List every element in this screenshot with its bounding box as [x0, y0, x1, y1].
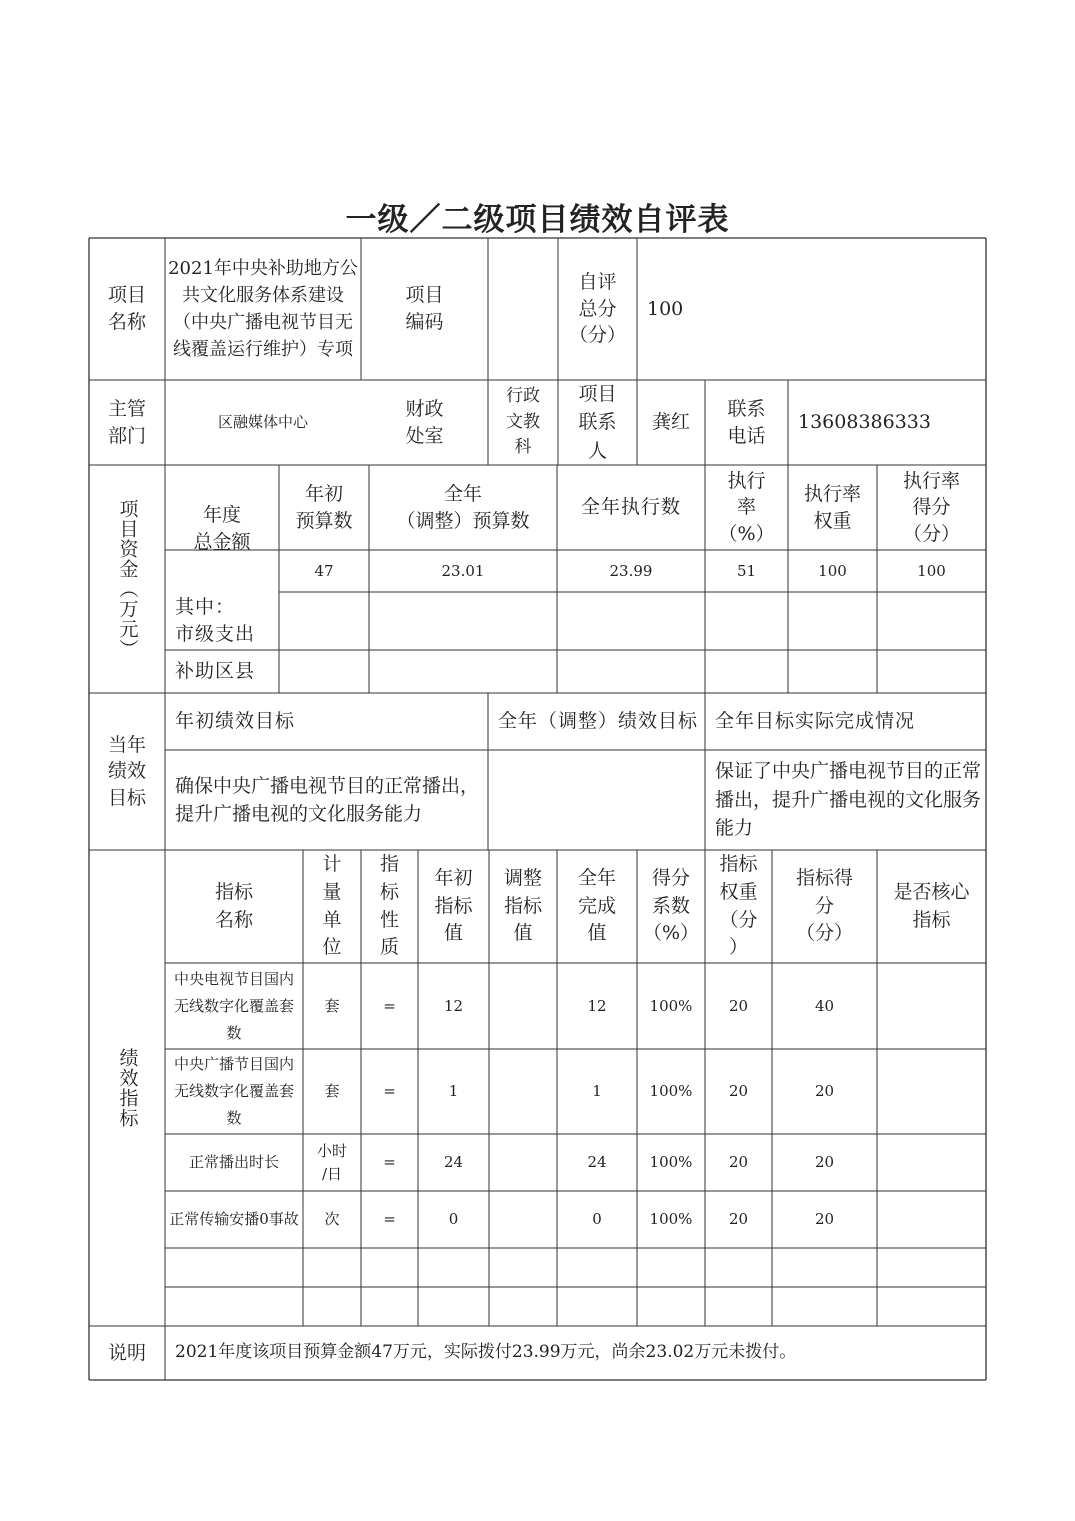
phone-label: 联系 电话 [727, 397, 766, 447]
ind-actual-r6 [557, 1287, 637, 1326]
goals-section-label: 当年 绩效 目标 [107, 733, 146, 809]
ind-nature-header: 指 标 性 质 [379, 853, 399, 959]
funds-rate-header: 执行 率 （%） [718, 469, 775, 545]
ind-nature-r3: = [383, 1153, 396, 1172]
ind-weight-header: 指标 权重 （分 ） [719, 853, 758, 959]
ind-initial-header: 年初 指标 值 [434, 867, 473, 945]
goals-actual-header: 全年目标实际完成情况 [715, 710, 916, 733]
ind-coef-r2: 100% [649, 1082, 693, 1101]
ind-actual-r5 [557, 1248, 637, 1287]
ind-unit-r5 [303, 1248, 361, 1287]
goals-adjusted-header: 全年（调整）绩效目标 [498, 710, 699, 733]
ind-coef-header: 得分 系数 （%） [642, 867, 700, 945]
ind-name-r6 [165, 1287, 303, 1326]
funds-city-label: 其中： 市级支出 [175, 596, 256, 645]
self-score: 100 [647, 297, 684, 320]
ind-weight-r1: 20 [728, 996, 749, 1015]
funds-rate-score-header: 执行率 得分 （分） [902, 469, 960, 545]
ind-nature-r5 [361, 1248, 418, 1287]
self-score-label: 自评 总分 （分） [568, 271, 626, 347]
ind-core-r1 [877, 963, 986, 1049]
ind-adjusted-r4 [489, 1191, 557, 1248]
ind-weight-r4: 20 [728, 1210, 749, 1229]
funds-county-label: 补助区县 [175, 660, 256, 683]
ind-actual-r3: 24 [587, 1153, 607, 1172]
ind-name-r5 [165, 1248, 303, 1287]
funds-adjusted-value: 23.01 [441, 561, 485, 580]
ind-name-r1: 中央电视节目国内无线数字化覆盖套数 [173, 969, 294, 1042]
project-name: 2021年中央补助地方公共文化服务体系建设（中央广播电视节目无线覆盖运行维护）专项 [168, 258, 358, 360]
ind-adjusted-r3 [489, 1134, 557, 1191]
ind-nature-r2: = [383, 1082, 396, 1101]
funds-initial-header: 年初 预算数 [295, 482, 353, 532]
ind-score-r3: 20 [814, 1153, 835, 1172]
ind-score-r5 [772, 1248, 877, 1287]
ind-nature-r4: = [383, 1210, 396, 1229]
ind-actual-header: 全年 完成 值 [577, 867, 616, 945]
ind-score-r2: 20 [814, 1082, 835, 1101]
indicators-section-label: 绩效指标 [116, 1048, 139, 1128]
ind-unit-r1: 套 [324, 996, 340, 1015]
funds-executed-header: 全年执行数 [580, 496, 681, 519]
ind-initial-r1: 12 [443, 996, 464, 1015]
ind-score-r6 [772, 1287, 877, 1326]
ind-coef-r5 [637, 1248, 705, 1287]
ind-nature-r6 [361, 1287, 418, 1326]
ind-core-r5 [877, 1248, 986, 1287]
ind-actual-r4: 0 [592, 1210, 602, 1229]
ind-initial-r4: 0 [448, 1210, 459, 1229]
ind-score-r4: 20 [814, 1210, 835, 1229]
ind-initial-r2: 1 [448, 1082, 459, 1101]
funds-section-label: 项目资金（万元） [116, 499, 139, 659]
dept-value: 区融媒体中心 [217, 413, 308, 431]
goals-adjusted-text [488, 750, 705, 850]
funds-adjusted-header: 全年 （调整）预算数 [396, 482, 530, 532]
ind-unit-r2: 套 [324, 1082, 340, 1101]
ind-name-r3: 正常播出时长 [188, 1153, 279, 1171]
page-title: 一级／二级项目绩效自评表 [345, 202, 730, 238]
ind-adjusted-r1 [489, 963, 557, 1049]
ind-unit-r3: 小时 /日 [316, 1142, 347, 1183]
goals-initial-text: 确保中央广播电视节目的正常播出，提升广播电视的文化服务能力 [175, 774, 480, 825]
ind-nature-r1: = [383, 996, 396, 1015]
ind-coef-r1: 100% [649, 996, 693, 1015]
ind-adjusted-header: 调整 指标 值 [503, 867, 542, 945]
ind-coef-r6 [637, 1287, 705, 1326]
contact-name: 龚红 [651, 411, 690, 434]
ind-core-r2 [877, 1049, 986, 1134]
funds-rate-score-value: 100 [917, 561, 946, 580]
ind-weight-r2: 20 [728, 1082, 749, 1101]
funds-weight-value: 100 [818, 561, 847, 580]
contact-label: 项目 联系 人 [578, 382, 617, 462]
funds-initial-value: 47 [314, 561, 334, 580]
ind-unit-r6 [303, 1287, 361, 1326]
note-text: 2021年度该项目预算金额47万元，实际拨付23.99万元，尚余23.02万元未拨付。 [175, 1342, 797, 1363]
ind-score-header: 指标得 分 （分） [795, 867, 853, 945]
project-code-label: 项目 编码 [405, 284, 444, 333]
ind-coef-r3: 100% [649, 1153, 693, 1172]
ind-weight-r5 [705, 1248, 772, 1287]
ind-adjusted-r2 [489, 1049, 557, 1134]
funds-weight-header: 执行率 权重 [803, 482, 861, 532]
ind-initial-r5 [418, 1248, 489, 1287]
ind-unit-header: 计 量 单 位 [322, 853, 342, 959]
ind-unit-r4: 次 [324, 1210, 340, 1229]
goals-initial-header: 年初绩效目标 [175, 710, 296, 733]
finance-office-label: 财政 处室 [405, 397, 444, 447]
dept-label: 主管 部门 [107, 397, 146, 447]
goals-actual-text: 保证了中央广播电视节目的正常播出，提升广播电视的文化服务能力 [715, 760, 982, 840]
ind-core-header: 是否核心 指标 [893, 880, 970, 931]
project-name-label: 项目 名称 [107, 284, 146, 333]
ind-coef-r4: 100% [649, 1210, 693, 1229]
ind-initial-r6 [418, 1287, 489, 1326]
ind-core-r6 [877, 1287, 986, 1326]
ind-core-r4 [877, 1191, 986, 1248]
ind-core-r3 [877, 1134, 986, 1191]
ind-adjusted-r6 [489, 1287, 557, 1326]
ind-adjusted-r5 [489, 1248, 557, 1287]
finance-office-value: 行政 文教 科 [506, 386, 540, 458]
project-code [488, 238, 558, 380]
ind-score-r1: 40 [814, 996, 835, 1015]
phone-value: 13608386333 [798, 411, 931, 434]
ind-actual-r2: 1 [592, 1082, 602, 1101]
funds-rate-value: 51 [736, 561, 757, 580]
ind-weight-r6 [705, 1287, 772, 1326]
funds-executed-value: 23.99 [609, 561, 653, 580]
ind-name-r2: 中央广播节目国内无线数字化覆盖套数 [173, 1055, 294, 1127]
note-label: 说明 [107, 1341, 146, 1364]
funds-total-header: 年度 总金额 [193, 503, 251, 553]
ind-name-r4: 正常传输安播0事故 [169, 1210, 299, 1228]
ind-actual-r1: 12 [587, 996, 607, 1015]
ind-name-header: 指标 名称 [214, 880, 253, 931]
ind-weight-r3: 20 [728, 1153, 749, 1172]
ind-initial-r3: 24 [443, 1153, 464, 1172]
